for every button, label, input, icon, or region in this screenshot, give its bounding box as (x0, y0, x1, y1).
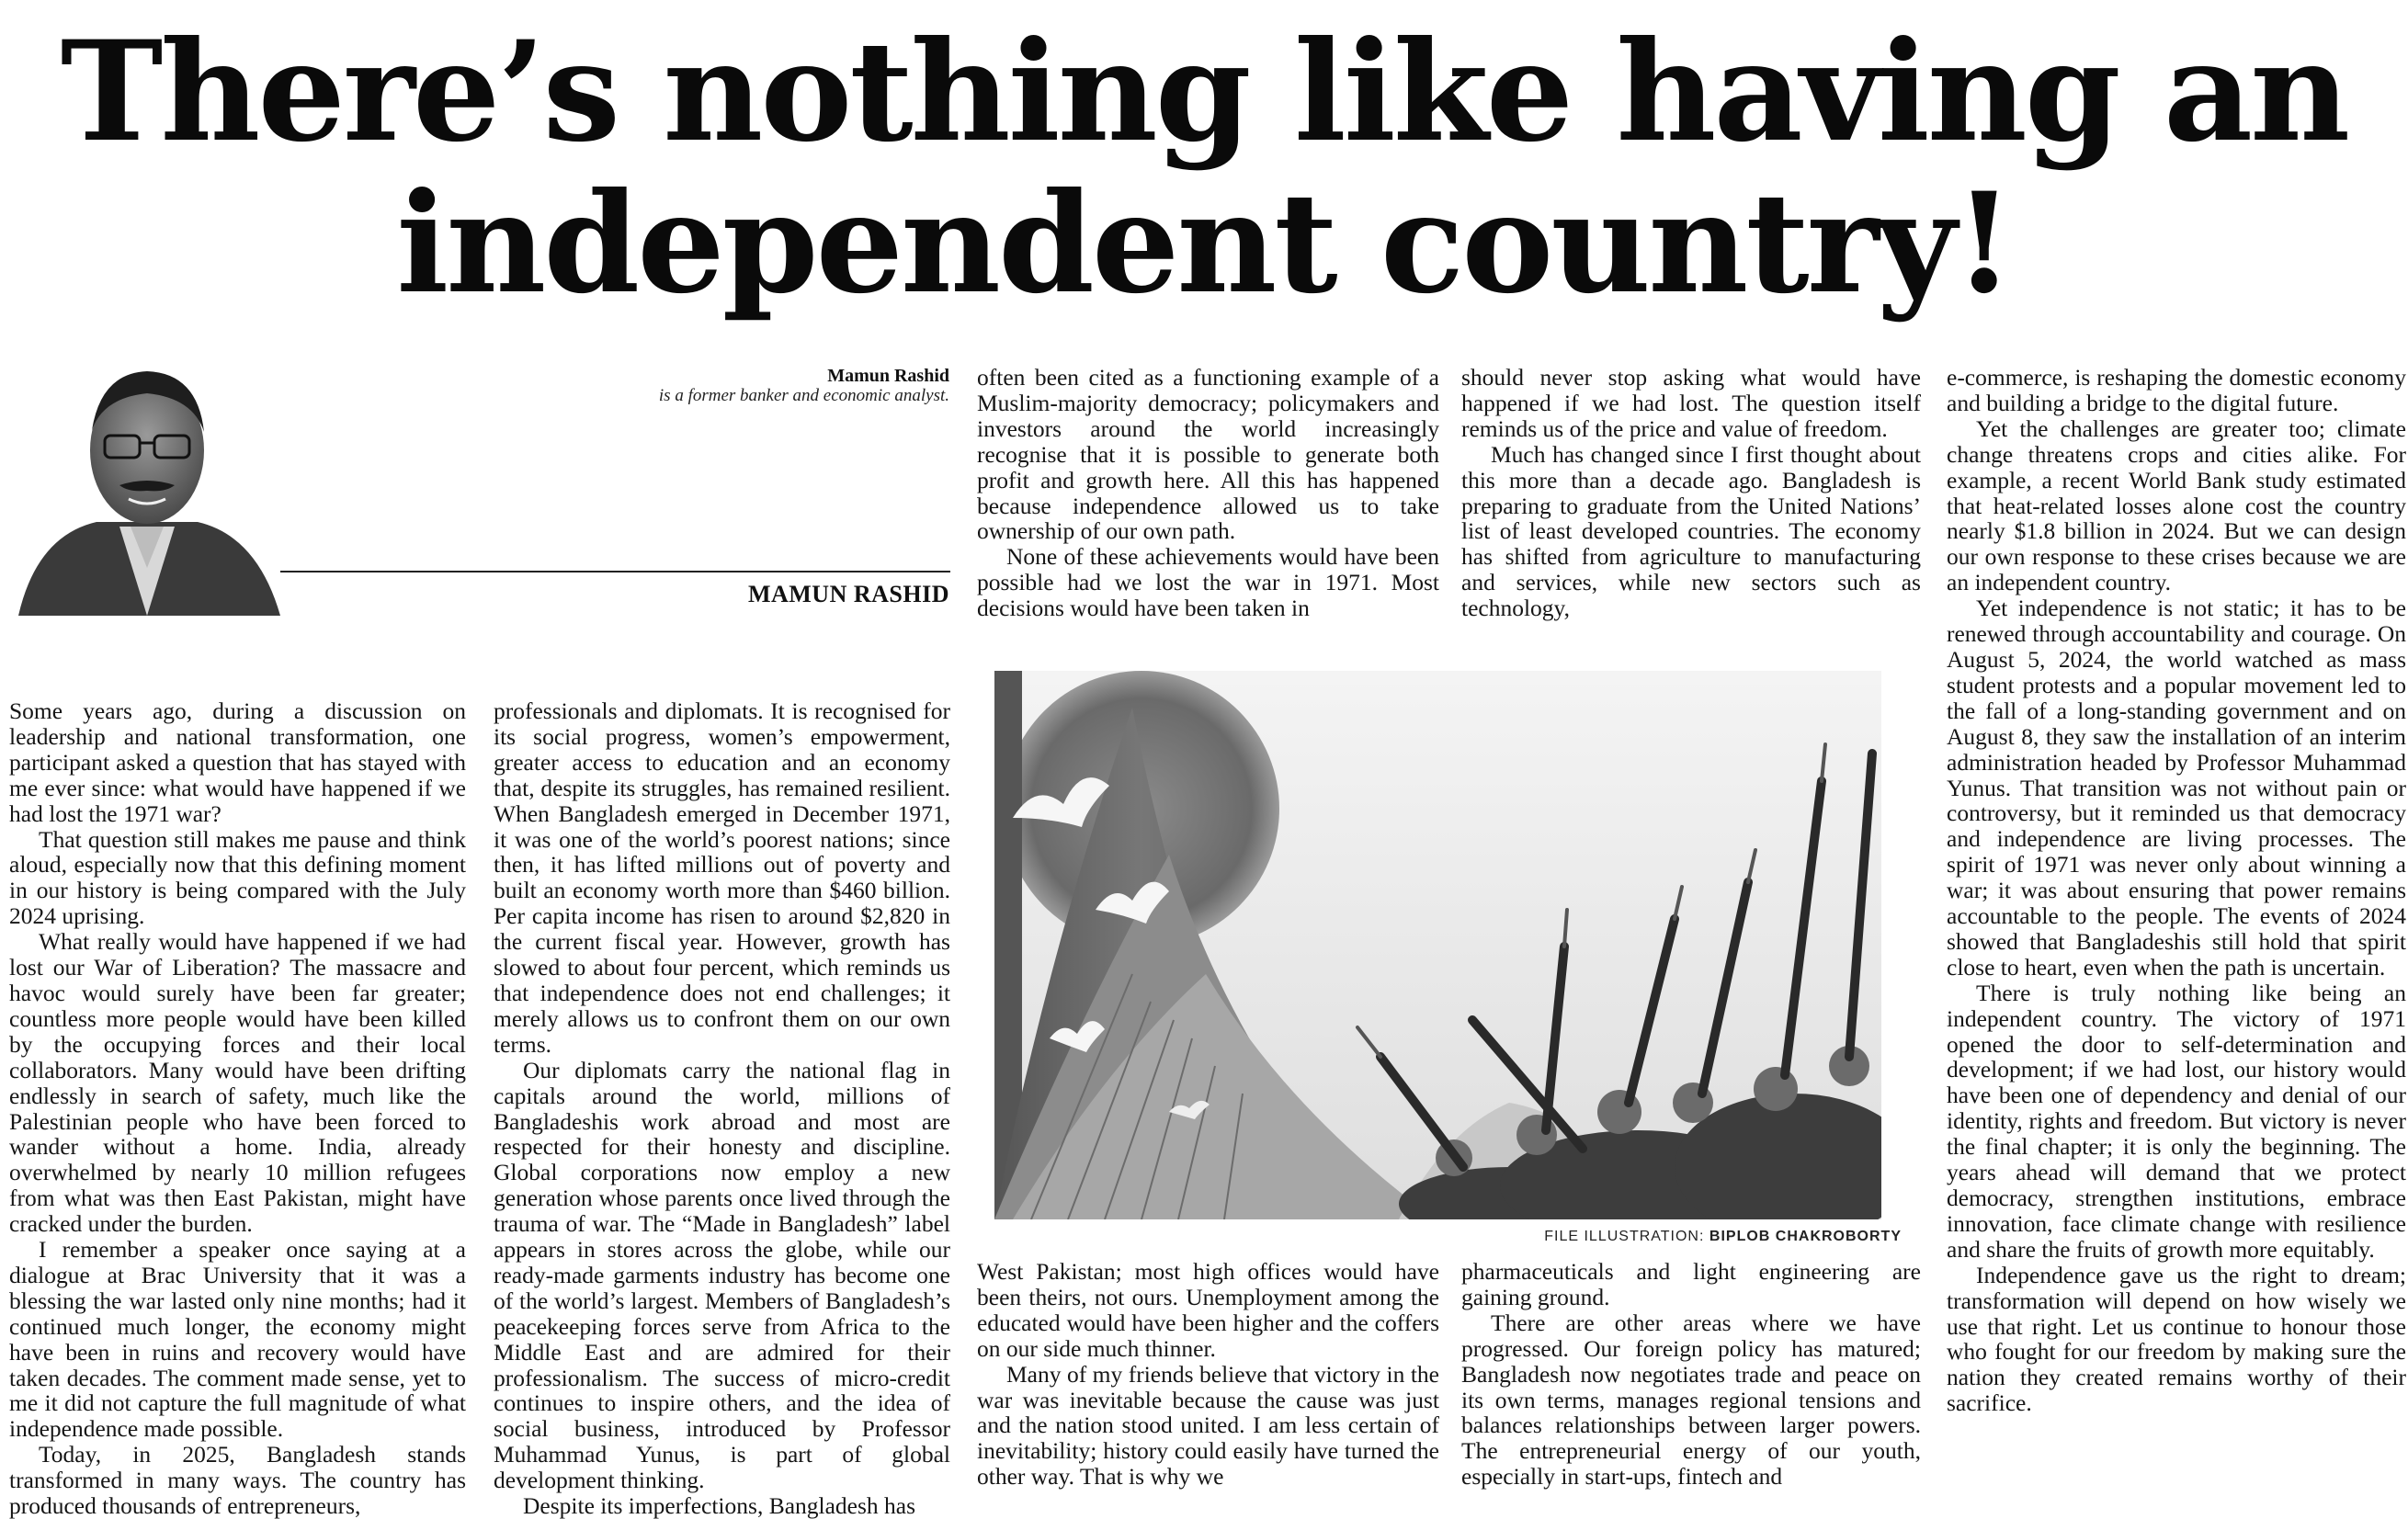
paragraph: Today, in 2025, Bangladesh stands transformed in many ways. The country has produced thousands of entrepreneurs, (9, 1441, 466, 1519)
credit-label: FILE ILLUSTRATION: (1544, 1229, 1705, 1244)
article-column-5 (1947, 365, 2406, 1416)
paragraph: Much has changed since I first thought about this more than a decade ago. Bangladesh is preparing to graduate from the United Nations’ list of least developed countries. The economy has shifted from agriculture to manufacturing and services, while new sectors such as technology, (1461, 440, 1921, 622)
article-column-3-bottom (977, 1259, 1439, 1490)
paragraph: I remember a speaker once saying at a dialogue at Brac University that it was a blessing the war lasted only nine months; had it continued much longer, the economy might have been in ruins and recovery would have taken decades. The comment made sense, yet to me it did not capture the full magnitude of what independence made possible. (9, 1236, 466, 1443)
credit-name: BIPLOB CHAKROBORTY (1709, 1229, 1902, 1244)
paragraph: None of these achievements would have been possible had we lost the war in 1971. Most decisions would have been taken in (977, 543, 1439, 622)
paragraph: e-commerce, is reshaping the domestic economy and building a bridge to the digital future. (1947, 364, 2406, 416)
article-column-1 (9, 698, 466, 1519)
author-description: is a former banker and economic analyst. (658, 386, 949, 405)
paragraph: should never stop asking what would have happened if we had lost. The question itself reminds us of the price and value of freedom. (1461, 364, 1921, 442)
paragraph: Some years ago, during a discussion on leadership and national transformation, one participant asked a question that has stayed with me ever since: what would have happened if we had lost the 1971 war? (9, 697, 466, 827)
illustration-credit (1544, 1229, 1902, 1245)
paragraph: Our diplomats carry the national flag in capitals around the world, millions of Bangladeshis work abroad and most are respected for their honesty and discipline. Global corporations now employ a new generation whose parents once lived through the trauma of war. The “Made in Bangladesh” label appears in stores across the globe, while our ready-made garments industry has become one of the world’s largest. Members of Bangladesh’s peacekeeping forces serve from Africa to the Middle East and are admired for their professionalism. The success of micro-credit continues to inspire others, and the idea of social business, introduced by Professor Muhammad Yunus, is part of global development thinking. (494, 1056, 950, 1494)
paragraph: Many of my friends believe that victory in the war was inevitable because the cause was just and the nation stood united. I am less certain of inevitability; history could easily have turned the other way. That is why we (977, 1360, 1439, 1491)
paragraph: What really would have happened if we had lost our War of Liberation? The massacre and havoc would surely have been far greater; countless more people would have been killed by the occupying forces and their local collaborators. Many would have been drifting endlessly in search of safety, much like the Palestinian people who have been forced to wander without a home. India, already overwhelmed by nearly 10 million refugees from what was then East Pakistan, might have cracked under the burden. (9, 928, 466, 1238)
paragraph: That question still makes me pause and think aloud, especially now that this defining moment in our history is being compared with the July 2024 uprising. (9, 825, 466, 930)
headline-line-2: independent country! (396, 163, 2012, 324)
article-column-3-top (977, 365, 1439, 621)
byline-rule (280, 571, 950, 572)
article-column-4-top (1461, 365, 1921, 621)
article-column-4-bottom (1461, 1259, 1921, 1490)
author-name: Mamun Rashid (827, 366, 949, 386)
paragraph: Despite its imperfections, Bangladesh has (523, 1492, 916, 1519)
paragraph: Independence gave us the right to dream; transformation will depend on how wisely we use that right. Let us continue to honour those who fought for our freedom by making sure the nation they created remains worthy of their sacrifice. (1947, 1261, 2406, 1417)
author-portrait (9, 347, 285, 616)
paragraph: pharmaceuticals and light engineering are gaining ground. (1461, 1258, 1921, 1310)
paragraph: Yet the challenges are greater too; climate change threatens crops and cities alike. For example, a recent World Bank study estimated that heat-related losses alone cost the country nearly $1.8 billion in 2024. But we can design our own response to these crises because we are an independent country. (1947, 414, 2406, 596)
article-column-2 (494, 698, 950, 1519)
headline (0, 11, 2408, 324)
paragraph: often been cited as a functioning example of a Muslim-majority democracy; policymakers and investors around the world increasingly recognise that it is possible to generate both profit and growth here. All this has happened because independence allowed us to take ownership of our own path. (977, 364, 1439, 545)
paragraph: There is truly nothing like being an independent country. The victory of 1971 opened the door to self-determination and development; if we had lost, our history would have been one of dependency and denial of our identity, rights and freedom. But victory is never the final chapter; it is only the beginning. The years ahead will demand that we protect democracy, strengthen institutions, embrace innovation, face climate change with resilience and share the fruits of growth more equitably. (1947, 979, 2406, 1263)
paragraph: professionals and diplomats. It is recognised for its social progress, women’s empowerment, greater access to education and an economy that, despite its struggles, has remained resilient. When Bangladesh emerged in December 1971, it was one of the world’s poorest nations; since then, it has lifted millions out of poverty and built an economy worth more than $460 billion. Per capita income has risen to around $2,820 in the current fiscal year. However, growth has slowed to about four percent, which reminds us that independence does not end challenges; it merely allows us to confront them on our own terms. (494, 697, 950, 1058)
paragraph: Yet independence is not static; it has to be renewed through accountability and courage. On August 5, 2024, the world watched as mass student protests and a popular movement led to the fall of a long-standing government and on August 8, they saw the installation of an interim administration headed by Professor Muhammad Yunus. That transition was not without pain or controversy, but it reminded us that democracy and independence are living processes. The spirit of 1971 was never only about winning a war; it was about ensuring that power remains accountable to the people. The events of 2024 showed that Bangladeshis still hold that spirit close to heart, even when the path is uncertain. (1947, 595, 2406, 981)
paragraph: West Pakistan; most high offices would have been theirs, not ours. Unemployment among the educated would have been higher and the coffers on our side much thinner. (977, 1258, 1439, 1362)
file-illustration (994, 671, 1881, 1219)
author-byline: MAMUN RASHID (747, 581, 949, 607)
paragraph: There are other areas where we have progressed. Our foreign policy has matured; Bangladesh now negotiates trade and peace on its own terms, manages regional tensions and balances relationships between larger powers. The entrepreneurial energy of our youth, especially in start-ups, fintech and (1461, 1309, 1921, 1491)
headline-line-1: There’s nothing like having an (60, 11, 2348, 173)
